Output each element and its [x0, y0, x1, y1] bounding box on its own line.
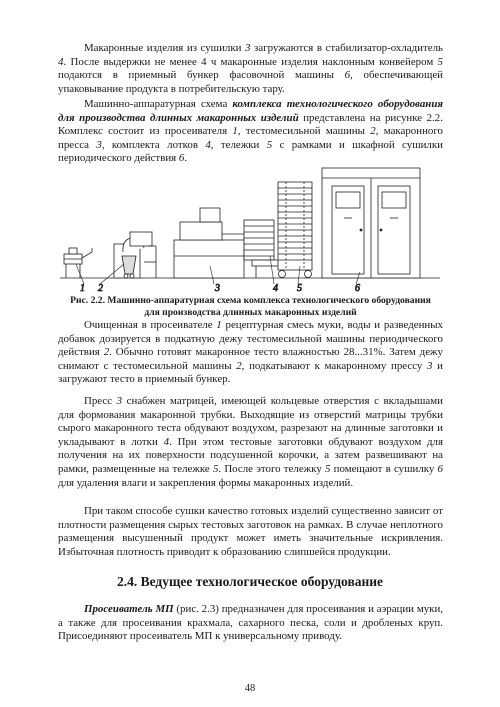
text: . [184, 152, 188, 165]
text: При таком способе сушки качество готовых изделий существенно зависит от плотности размещения сырых тестовых заготовок на рамках. В случае неплотного размещения высушенный продукт может иметь значительные искривления. Избыточная плотность приводит к образованию слипшейся продукции. [58, 505, 443, 558]
ref-number: 5 [324, 462, 331, 475]
ref-number: 1 [216, 319, 222, 331]
label-6: 6 [355, 283, 360, 292]
text: помещают в сушилку [330, 462, 438, 475]
cabinet-dryer-drawing [322, 168, 420, 278]
ref-number: 1 [232, 125, 238, 138]
label-2: 2 [98, 283, 103, 292]
paragraph-4 [58, 395, 443, 490]
ref-number: 3 [427, 359, 433, 372]
caption-line-1: Рис. 2.2. Машинно-аппаратурная схема комплекса технологического оборудования [70, 295, 431, 306]
label-4: 4 [273, 283, 278, 292]
label-5: 5 [297, 283, 302, 292]
text: , тестомесильной машины [237, 125, 371, 138]
text: и загружают тесто в приемный бункер. [58, 359, 443, 386]
text: . После этого тележку [218, 462, 325, 475]
figure-caption [58, 295, 443, 318]
text: Пресс [84, 395, 117, 407]
ref-number: 6 [344, 69, 351, 82]
text: снабжен матрицей, имеющей кольцевые отверстия с вкладышами для формования макаронной трубки. Выходящие из отверстий матрицы трубки сырого макаронного теста обдувают воздухом, разрезают на длинные заготовки и укладывают в лотки [58, 395, 443, 448]
text: , тележки [210, 138, 267, 151]
text: загружаются в стабилизатор-охладитель [250, 42, 443, 54]
text: (рис. 2.3) предназначен для просеивания и аэрации муки, а также для просеивания крахмала, сахарного песка, соли и дробленых круп. Присоединяют просеиватель МП к универсальному приводу. [58, 603, 443, 643]
macaroni-press-drawing [174, 208, 244, 278]
text: Макаронные изделия из сушилки [84, 42, 246, 54]
ref-number: 2 [103, 346, 110, 359]
text: представлена на рисунке 2.2. Комплекс состоит из просеивателя [58, 111, 443, 138]
text: . При этом тестовые заготовки обдувают воздухом для получения на их поверхности подсушенной корочки, а затем развешивают на рамки, размещенные на тележке [58, 435, 443, 475]
paragraph-5 [58, 505, 443, 559]
text: подаются в приемный бункер фасовочной машины [58, 69, 345, 82]
ref-number: 3 [116, 395, 123, 407]
caption-line-2: для производства длинных макаронных изделий [144, 306, 357, 318]
ref-number: 6 [178, 152, 185, 165]
text: с рамками и шкафной сушилки периодического действия [58, 138, 443, 165]
page-number: 48 [244, 683, 256, 694]
paragraph-1 [58, 42, 443, 96]
equipment-diagram [60, 160, 440, 292]
ref-number: 4 [58, 55, 64, 68]
text: , макаронного пресса [58, 125, 443, 151]
ref-number: 3 [96, 138, 102, 151]
text: . После выдержки не менее 4 ч макаронные изделия наклонным конвейером [63, 55, 438, 68]
text: , подкатывают к макаронному прессу [241, 359, 428, 372]
text: , обеспечивающей упаковывание продукта в потребительскую тару. [58, 69, 443, 95]
emphasis-text: Просеиватель МП [84, 603, 174, 615]
text: Машинно-аппаратурная схема [84, 98, 233, 110]
label-3: 3 [215, 283, 220, 292]
ref-number: 2 [236, 359, 242, 372]
text: Очищенная в просеивателе [84, 319, 217, 331]
ref-number: 4 [205, 138, 211, 151]
text: рецептурная смесь муки, воды и разведенных добавок дозируется в подкатную дежу тестомесильной машины периодического действия [58, 319, 443, 359]
ref-number: 5 [266, 138, 273, 151]
sifter-drawing [64, 248, 92, 278]
text: , комплекта лотков [101, 138, 206, 151]
ref-number: 6 [437, 462, 443, 475]
paragraph-6 [58, 603, 443, 644]
ref-number: 3 [245, 42, 251, 54]
text: для удаления влаги и закрепления формы макаронных изделий. [58, 476, 354, 489]
ref-number: 5 [212, 462, 219, 475]
label-1: 1 [80, 283, 85, 292]
ref-number: 5 [437, 55, 443, 68]
ref-number: 2 [370, 125, 376, 138]
kneading-machine-drawing [114, 232, 156, 278]
ref-number: 4 [163, 435, 170, 448]
trolley-drawing [278, 182, 312, 278]
section-heading: 2.4. Ведущее технологическое оборудование [116, 574, 384, 589]
text: . Обычно готовят макаронное тесто влажностью 28...31%. Затем дежу снимают с тестомесильной машины [58, 346, 443, 372]
paragraph-3 [58, 319, 443, 387]
emphasis-text: комплекса технологического оборудования для производства длинных макаронных изделий [58, 98, 443, 124]
paragraph-2 [58, 98, 443, 166]
